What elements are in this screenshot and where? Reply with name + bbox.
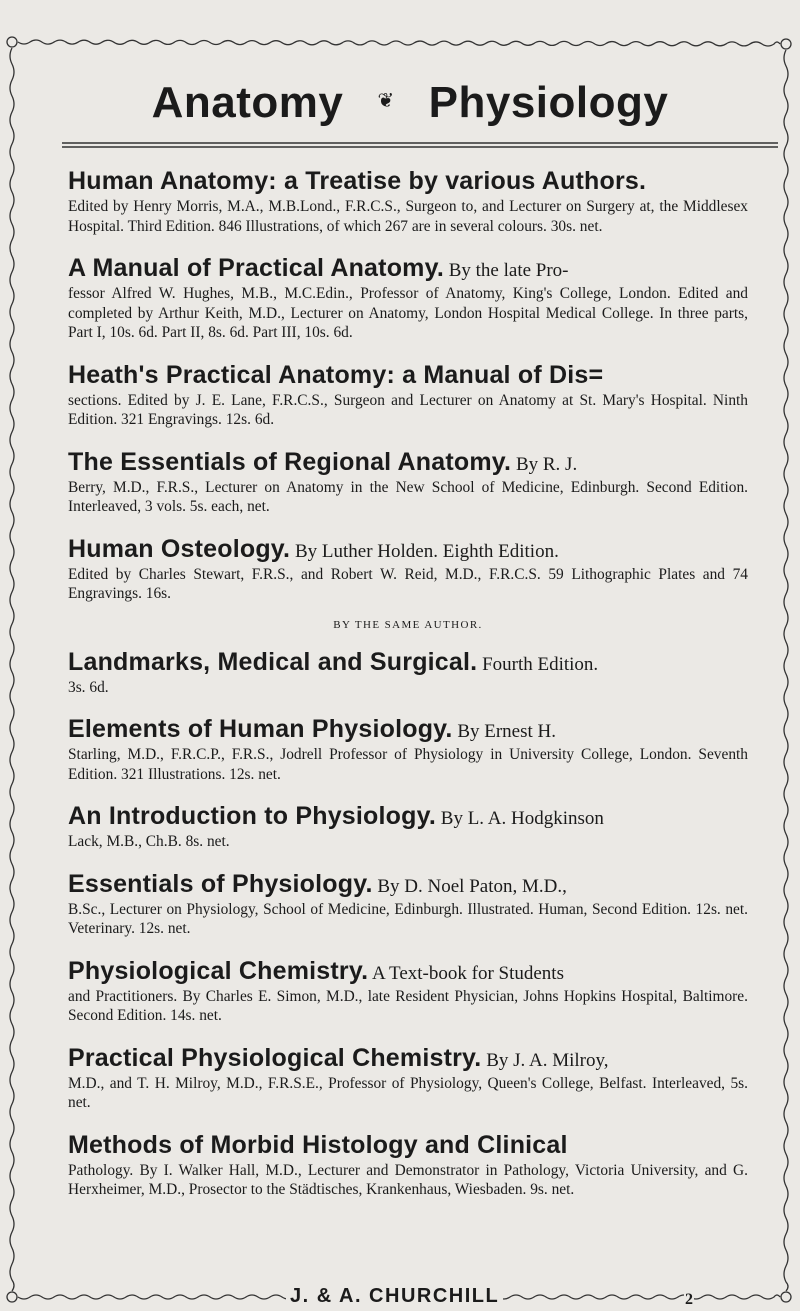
- book-author-lead: By L. A. Hodgkinson: [440, 808, 604, 829]
- header-physiology: Physiology: [428, 78, 669, 127]
- page-number: 2: [685, 1291, 693, 1308]
- book-description: Berry, M.D., F.R.S., Lecturer on Anatomy in the New School of Medicine, Edinburgh. Second Edition. Interleaved, 3 vols. 5s. each, net.: [68, 478, 748, 515]
- book-entry: [68, 1045, 748, 1113]
- page-footer: [0, 1285, 800, 1309]
- book-entry: [68, 803, 748, 852]
- book-title: The Essentials of Regional Anatomy.: [68, 447, 512, 476]
- book-author-lead: By the late Pro-: [448, 260, 569, 281]
- book-author-lead: A Text-book for Students: [371, 962, 564, 984]
- book-description: Pathology. By I. Walker Hall, M.D., Lecturer and Demonstrator in Pathology, Victoria University, and G. Herxheimer, M.D., Prosector to the Städtisches, Krankenhaus, Wiesbaden. 9s. net.: [68, 1161, 748, 1198]
- book-entry: [68, 649, 748, 698]
- book-entry: [68, 362, 748, 430]
- right-wavy-border: [784, 50, 788, 1291]
- book-description: fessor Alfred W. Hughes, M.B., M.C.Edin., Professor of Anatomy, King's College, London. Edited and completed by Arthur Keith, M.D., Lecturer on Anatomy, London Hospital Medical College. In three parts, Part I, 10s. 6d. Part II, 8s. 6d. Part III, 10s. 6d.: [68, 285, 748, 341]
- publisher-name: J. & A. CHURCHILL: [286, 1285, 503, 1308]
- book-entry: [68, 536, 748, 604]
- book-author-lead: By D. Noel Paton, M.D.,: [377, 875, 567, 897]
- book-author-lead: By J. A. Milroy,: [486, 1049, 609, 1071]
- top-wavy-border: [18, 40, 780, 46]
- book-description: Lack, M.B., Ch.B. 8s. net.: [68, 833, 230, 850]
- book-title: Landmarks, Medical and Surgical.: [68, 647, 478, 676]
- corner-ring-top-left: [7, 37, 17, 47]
- book-title: A Manual of Practical Anatomy.: [68, 254, 444, 282]
- book-title: Heath's Practical Anatomy: a Manual of Dis=: [68, 360, 604, 389]
- corner-ring-top-right: [781, 39, 791, 49]
- book-title: Elements of Human Physiology.: [68, 715, 453, 743]
- book-title: Human Osteology.: [68, 534, 291, 563]
- book-author-lead: By Luther Holden. Eighth Edition.: [294, 540, 559, 562]
- section-label: BY THE SAME AUTHOR.: [333, 618, 483, 631]
- book-description: Edited by Henry Morris, M.A., M.B.Lond., F.R.C.S., Surgeon to, and Lecturer on Surgery at, the Middlesex Hospital. Third Edition. 846 Illustrations, of which 267 are in several colours. 30s. net.: [68, 198, 748, 235]
- book-entry: [68, 168, 748, 236]
- book-description: 3s. 6d.: [68, 678, 109, 696]
- book-author-lead: Fourth Edition.: [482, 653, 599, 675]
- book-title: Practical Physiological Chemistry.: [68, 1043, 482, 1072]
- book-list: [68, 168, 748, 1219]
- book-description: B.Sc., Lecturer on Physiology, School of Medicine, Edinburgh. Illustrated. Human, Second Edition. 12s. net. Veterinary. 12s. net.: [68, 900, 748, 937]
- book-author-lead: By Ernest H.: [457, 721, 557, 742]
- book-title: Essentials of Physiology.: [68, 869, 373, 898]
- book-entry: [68, 255, 748, 343]
- header-anatomy: Anatomy: [151, 78, 344, 127]
- page-header: [60, 78, 760, 128]
- book-entry: [68, 449, 748, 517]
- book-description: M.D., and T. H. Milroy, M.D., F.R.S.E., Professor of Physiology, Queen's College, Belfast. Interleaved, 5s. net.: [68, 1074, 748, 1111]
- book-author-lead: By R. J.: [515, 453, 578, 475]
- book-description: Starling, M.D., F.R.C.P., F.R.S., Jodrell Professor of Physiology in University College, London. Seventh Edition. 321 Illustrations. 12s. net.: [68, 746, 748, 783]
- book-title: An Introduction to Physiology.: [68, 802, 437, 830]
- book-description: and Practitioners. By Charles E. Simon, M.D., late Resident Physician, Johns Hopkins Hospital, Baltimore. Second Edition. 14s. net.: [68, 987, 748, 1024]
- book-title: Physiological Chemistry.: [68, 956, 369, 985]
- book-title: Human Anatomy: a Treatise by various Authors.: [68, 167, 647, 195]
- book-entry: [68, 871, 748, 939]
- book-entry: [68, 716, 748, 784]
- book-entry: [68, 1132, 748, 1200]
- leaf-ornament-icon: ❦: [377, 90, 395, 112]
- book-description: sections. Edited by J. E. Lane, F.R.C.S., Surgeon and Lecturer on Anatomy at St. Mary's Hospital. Ninth Edition. 321 Engravings. 12s. 6d.: [68, 391, 748, 428]
- book-title: Methods of Morbid Histology and Clinical: [68, 1130, 568, 1159]
- book-description: Edited by Charles Stewart, F.R.S., and Robert W. Reid, M.D., F.R.C.S. 59 Lithographic Plates and 74 Engravings. 16s.: [68, 565, 748, 602]
- book-entry: [68, 958, 748, 1026]
- left-wavy-border: [10, 48, 14, 1291]
